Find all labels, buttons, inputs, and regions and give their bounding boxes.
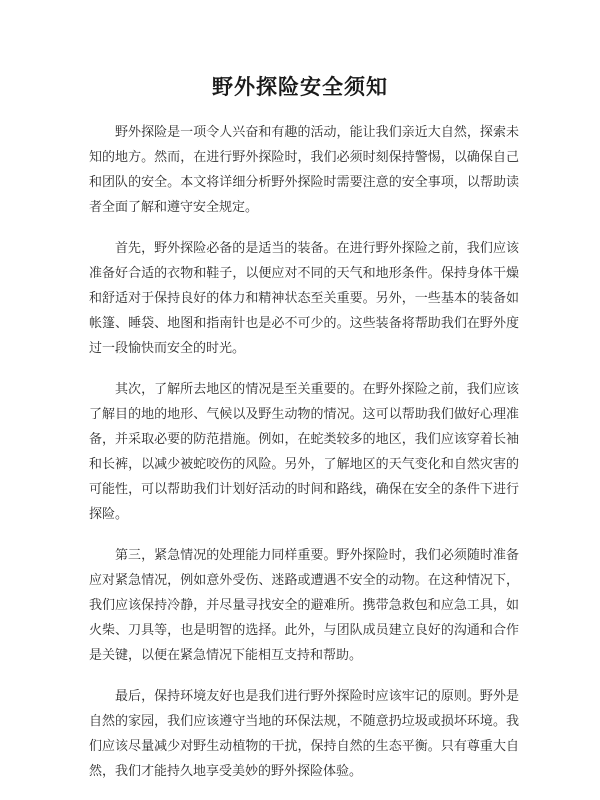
paragraph-intro: 野外探险是一项令人兴奋和有趣的活动，能让我们亲近大自然，探索未知的地方。然而，在进行野外探险时，我们必须时刻保持警惕，以确保自己和团队的安全。本文将详细分析野外探险时需要注意的安全事项，以帮助读者全面了解和遵守安全规定。 — [89, 125, 519, 215]
document-title: 野外探险安全须知 — [212, 75, 388, 99]
paragraph-environment: 最后，保持环境友好也是我们进行野外探险时应该牢记的原则。野外是自然的家园，我们应该遵守当地的环保法规，不随意扔垃圾或损坏环境。我们应该尽量减少对野生动植物的干扰，保持自然的生态平衡。只有尊重大自然，我们才能持久地享受美妙的野外探险体验。 — [89, 689, 519, 779]
paragraph-area-knowledge: 其次，了解所去地区的情况是至关重要的。在野外探险之前，我们应该了解目的地的地形、气候以及野生动物的情况。这可以帮助我们做好心理准备，并采取必要的防范措施。例如，在蛇类较多的地区，我们应该穿着长袖和长裤，以减少被蛇咬伤的风险。另外，了解地区的天气变化和自然灾害的可能性，可以帮助我们计划好活动的时间和路线，确保在安全的条件下进行探险。 — [89, 382, 519, 522]
paragraph-equipment: 首先，野外探险必备的是适当的装备。在进行野外探险之前，我们应该准备好合适的衣物和鞋子，以便应对不同的天气和地形条件。保持身体干燥和舒适对于保持良好的体力和精神状态至关重要。另外，一些基本的装备如帐篷、睡袋、地图和指南针也是必不可少的。这些装备将帮助我们在野外度过一段愉快而安全的时光。 — [89, 241, 519, 356]
paragraph-emergency: 第三，紧急情况的处理能力同样重要。野外探险时，我们必须随时准备应对紧急情况，例如意外受伤、迷路或遭遇不安全的动物。在这种情况下，我们应该保持冷静，并尽量寻找安全的避难所。携带急救包和应急工具，如火柴、刀具等，也是明智的选择。此外，与团队成员建立良好的沟通和合作是关键，以便在紧急情况下能相互支持和帮助。 — [89, 548, 519, 663]
document-body — [89, 120, 519, 800]
